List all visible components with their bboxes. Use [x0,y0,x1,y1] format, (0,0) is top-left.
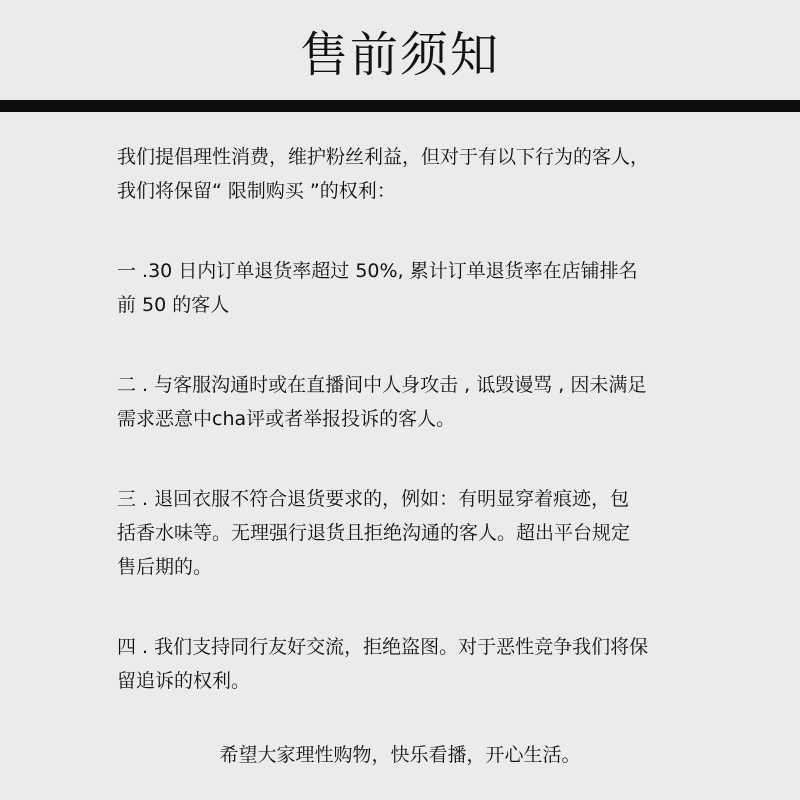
rule-2-paragraph [117,368,717,436]
rule-1-paragraph [117,254,717,322]
rule-3-line: 括香水味等。无理强行退货且拒绝沟通的客人。超出平台规定 [117,522,631,544]
paragraph-gap [117,584,717,630]
rule-1-line: 前 50 的客人 [117,294,230,316]
paragraph-gap [117,436,717,482]
intro-line: 我们将保留“ 限制购买 ”的权利： [117,180,396,202]
rule-4-line: 四 . 我们支持同行友好交流，拒绝盗图。对于恶性竞争我们将保 [117,636,649,658]
header [0,0,800,100]
footer-message: 希望大家理性购物，快乐看播，开心生活。 [219,744,581,766]
rule-4-paragraph [117,630,717,698]
page-title: 售前须知 [299,26,500,83]
rule-4-line: 留追诉的权利。 [117,670,251,692]
rule-2-line: 二 . 与客服沟通时或在直播间中人身攻击 , 诋毁谩骂 , 因未满足 [117,374,647,396]
notice-content [117,140,717,698]
intro-paragraph [117,140,717,208]
rule-2-line: 需求恶意中cha评或者举报投诉的客人。 [117,408,456,430]
rule-3-paragraph [117,482,717,584]
header-divider [0,100,800,112]
intro-line: 我们提倡理性消费，维护粉丝利益，但对于有以下行为的客人， [117,146,650,168]
rule-3-line: 三 . 退回衣服不符合退货要求的，例如：有明显穿着痕迹，包 [117,488,630,510]
rule-1-line: 一 .30 日内订单退货率超过 50%, 累计订单退货率在店铺排名 [117,260,638,282]
paragraph-gap [117,322,717,368]
rule-3-line: 售后期的。 [117,556,213,578]
paragraph-gap [117,208,717,254]
